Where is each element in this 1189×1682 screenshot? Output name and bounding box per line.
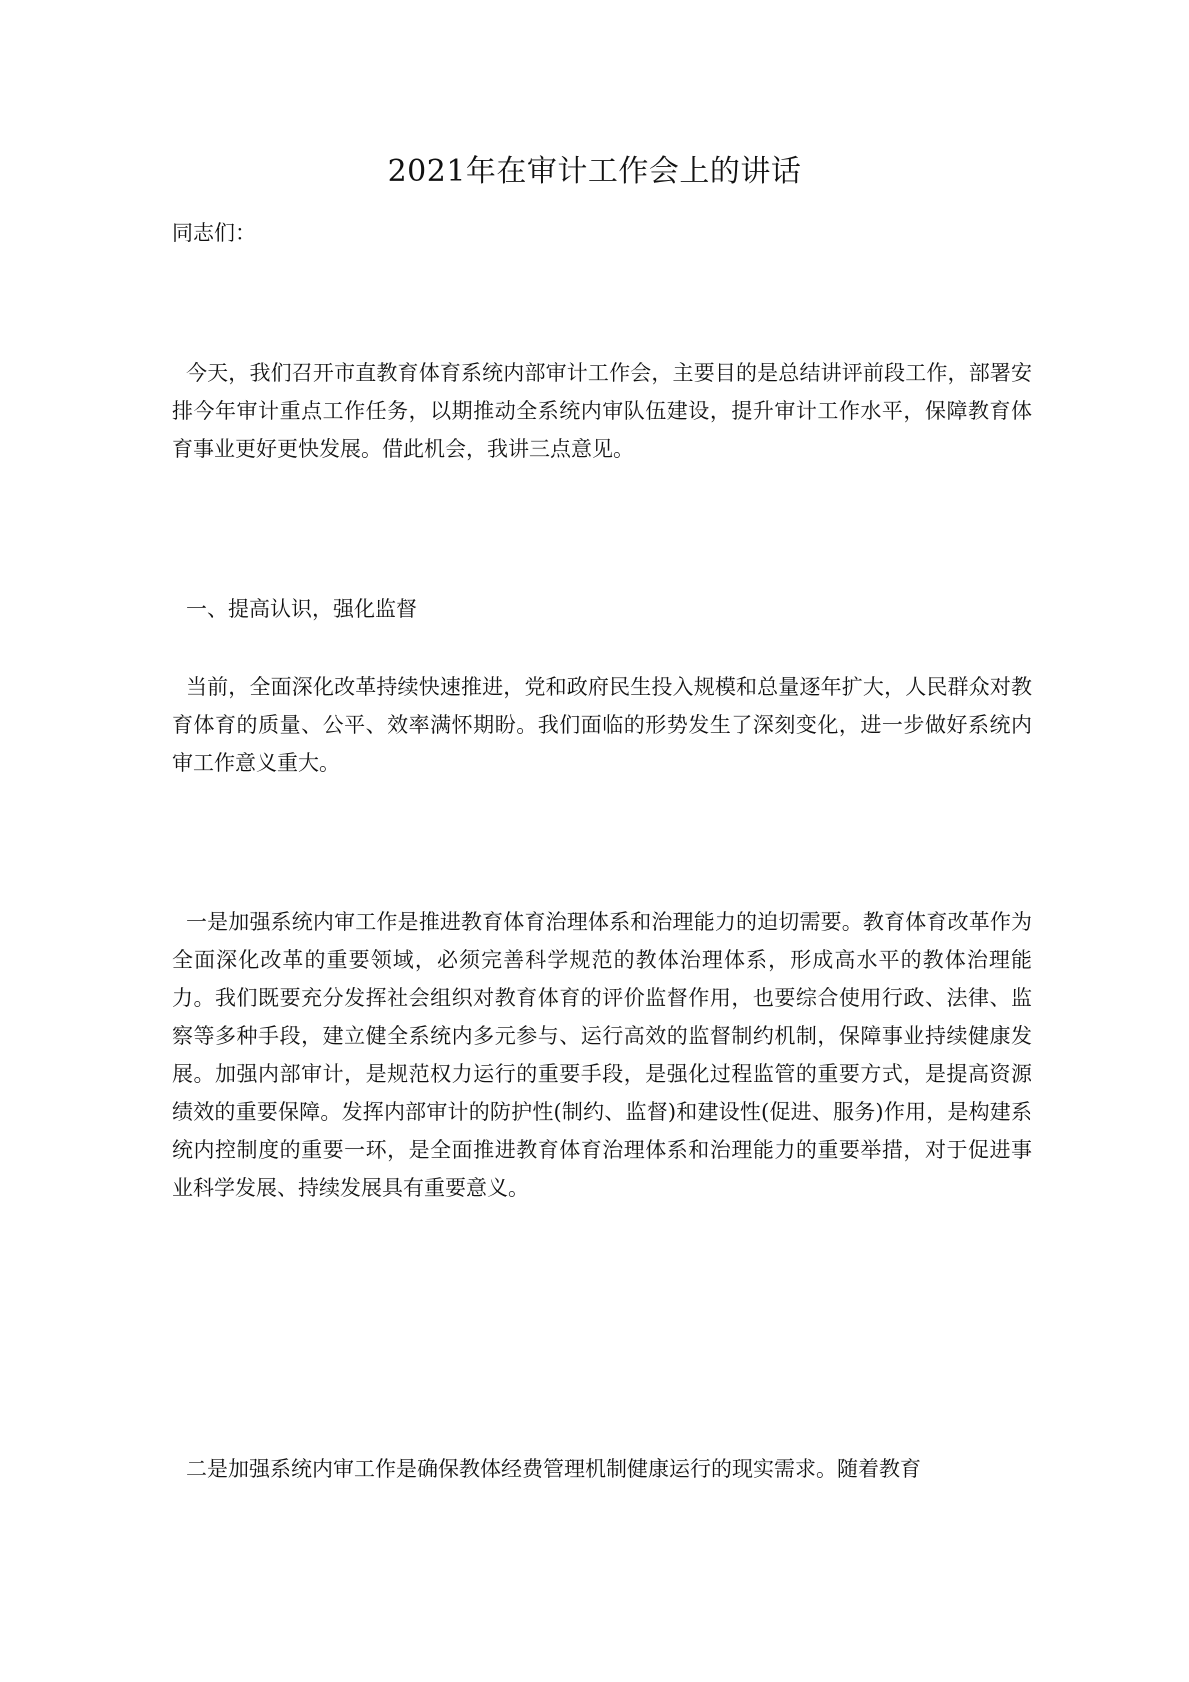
section-heading-1: 一、提高认识，强化监督 [186, 597, 417, 621]
intro-paragraph: 今天，我们召开市直教育体育系统内部审计工作会，主要目的是总结讲评前段工作，部署安排今年审计重点工作任务，以期推动全系统内审队伍建设，提升审计工作水平，保障教育体育事业更好更快发展。借此机会，我讲三点意见。 [172, 361, 1032, 461]
body-paragraph-1: 当前，全面深化改革持续快速推进，党和政府民生投入规模和总量逐年扩大，人民群众对教育体育的质量、公平、效率满怀期盼。我们面临的形势发生了深刻变化，进一步做好系统内审工作意义重大。 [172, 675, 1032, 775]
body-paragraph-2: 一是加强系统内审工作是推进教育体育治理体系和治理能力的迫切需要。教育体育改革作为全面深化改革的重要领域，必须完善科学规范的教体治理体系，形成高水平的教体治理能力。我们既要充分发挥社会组织对教育体育的评价监督作用，也要综合使用行政、法律、监察等多种手段，建立健全系统内多元参与、运行高效的监督制约机制，保障事业持续健康发展。加强内部审计，是规范权力运行的重要手段，是强化过程监管的重要方式，是提高资源绩效的重要保障。发挥内部审计的防护性(制约、监督)和建设性(促进、服务)作用，是构建系统内控制度的重要一环，是全面推进教育体育治理体系和治理能力的重要举措，对于促进事业科学发展、持续发展具有重要意义。 [172, 910, 1032, 1200]
document-title: 2021年在审计工作会上的讲话 [387, 154, 802, 189]
salutation: 同志们： [172, 221, 256, 245]
body-paragraph-3: 二是加强系统内审工作是确保教体经费管理机制健康运行的现实需求。随着教育 [186, 1457, 921, 1481]
